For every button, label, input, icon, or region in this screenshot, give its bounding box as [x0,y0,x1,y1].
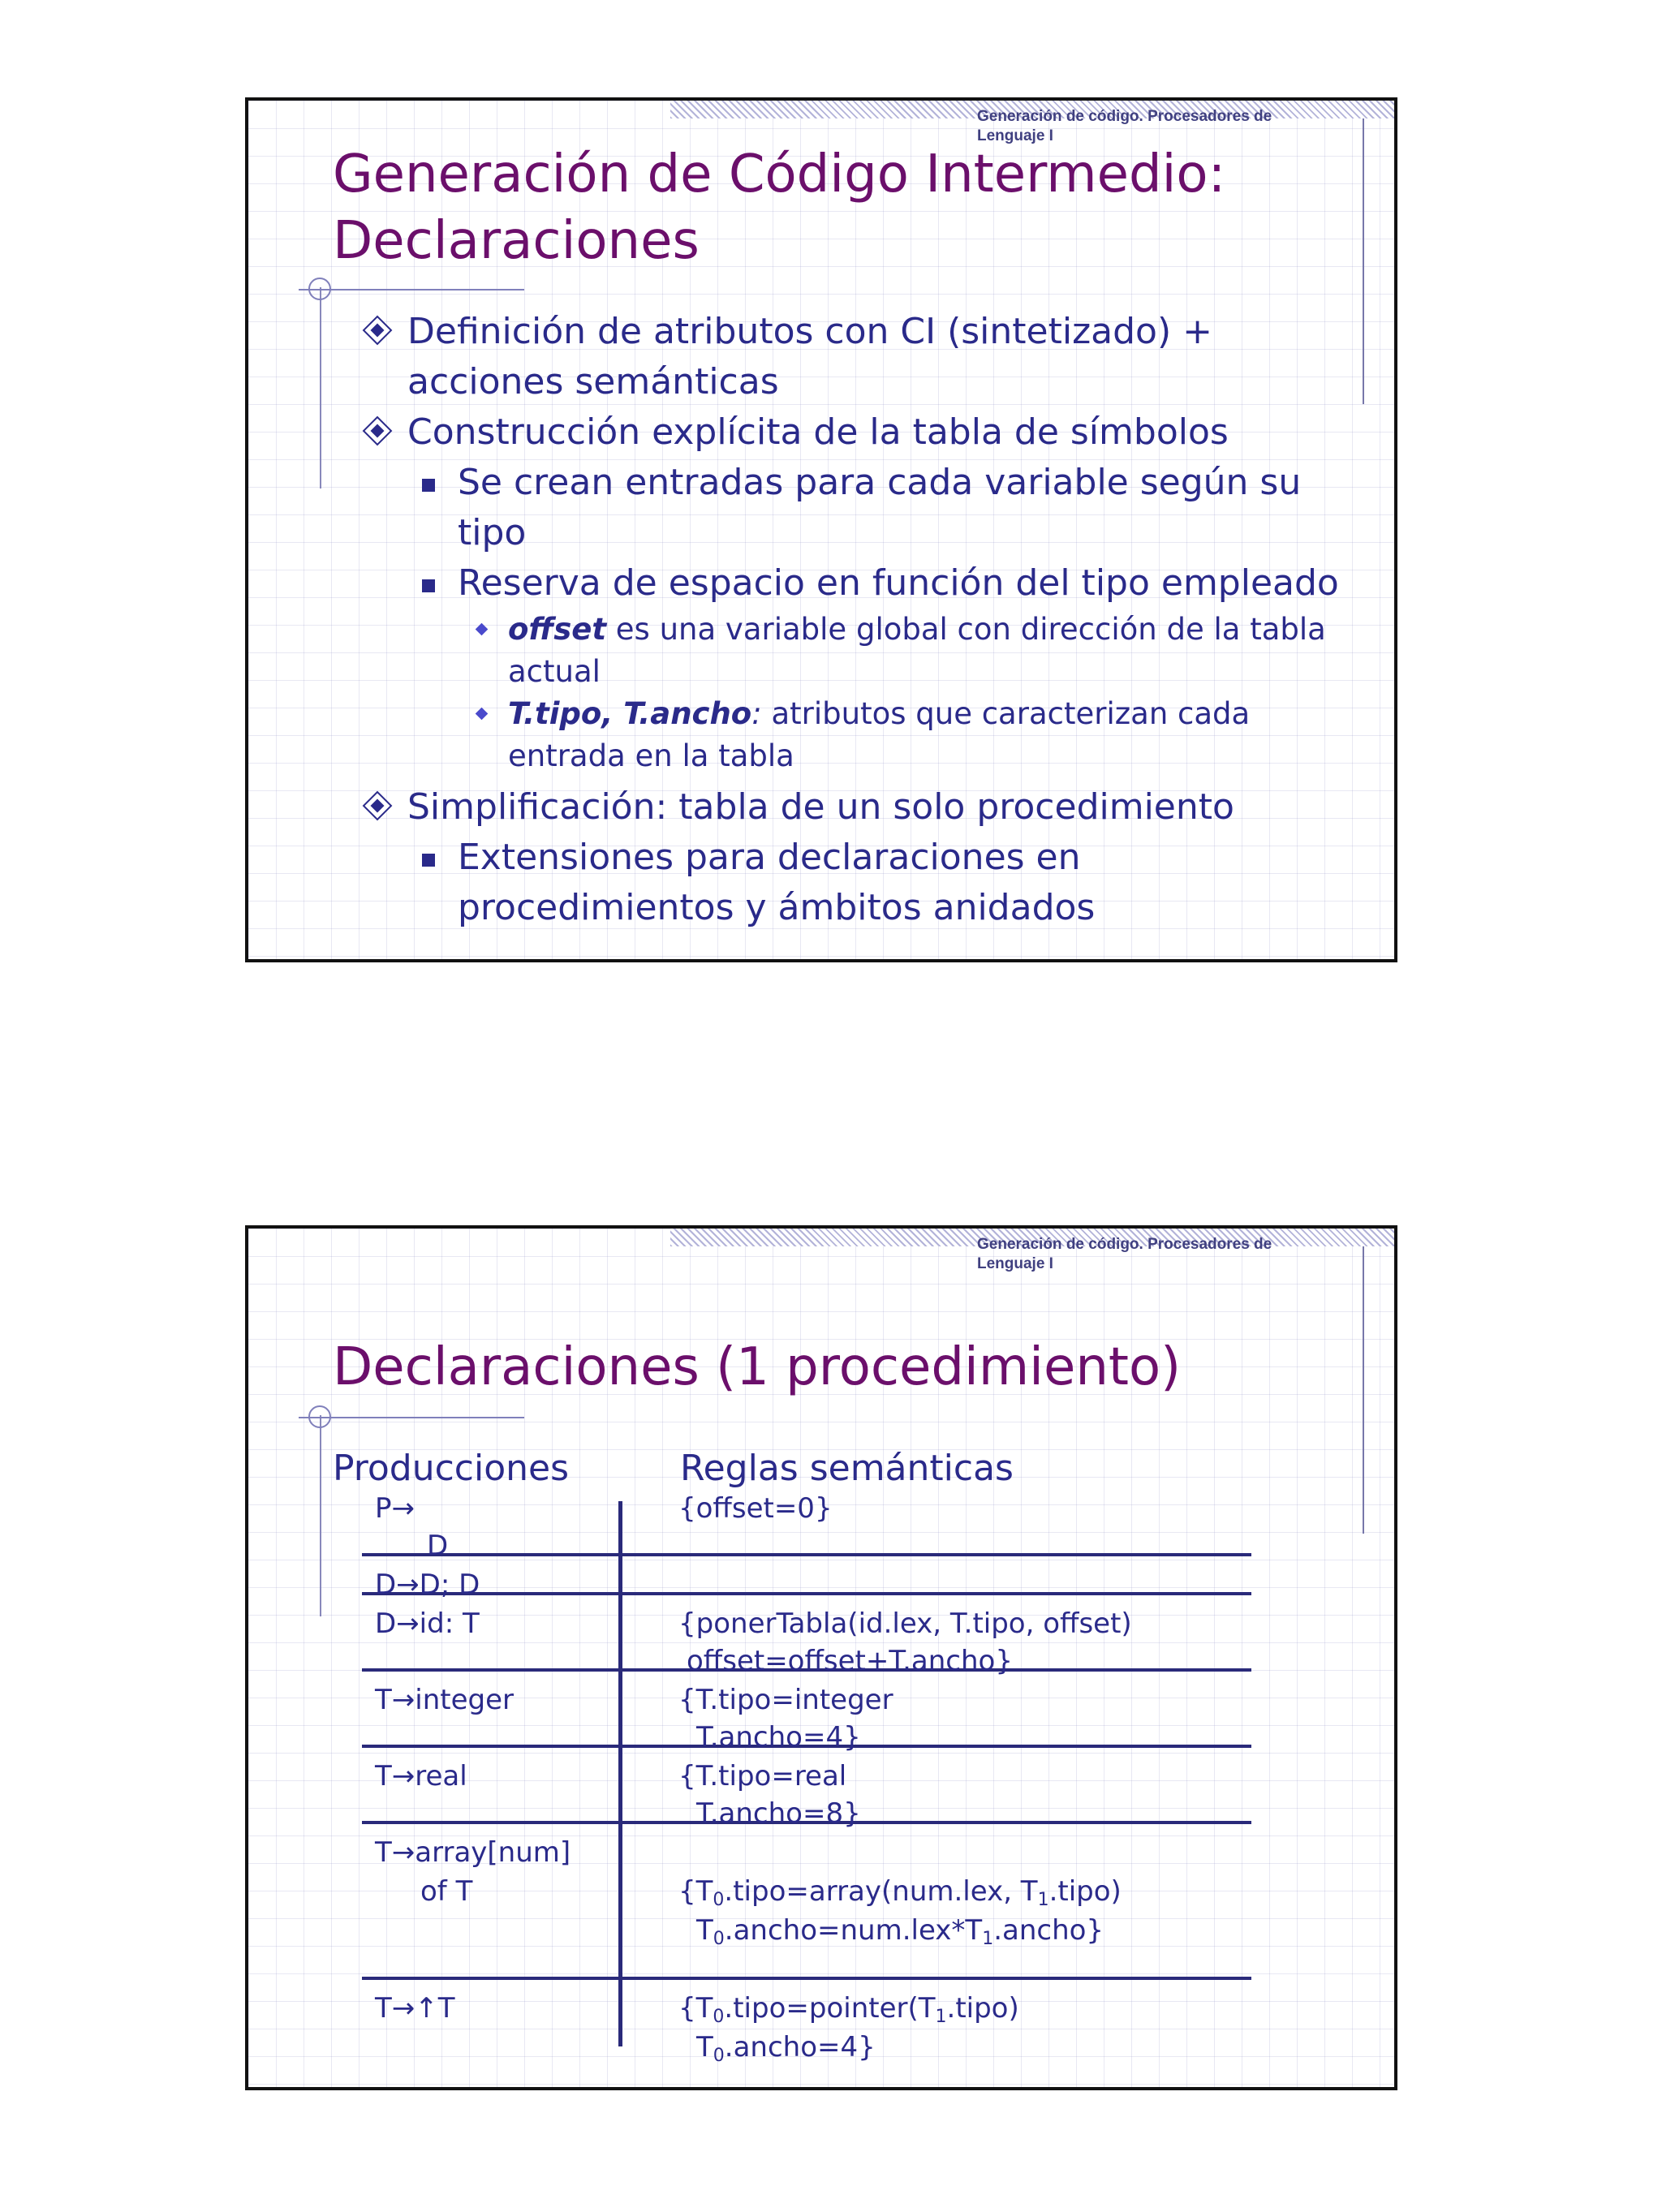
term-tipo-ancho: T.tipo, T.ancho [508,696,752,731]
production-cell: T→integer [375,1684,514,1716]
rule-cell: {offset=0} [678,1492,833,1525]
bullet-text: Construcción explícita de la tabla de símbolos [407,411,1229,453]
sub-sub-bullet-item [362,693,1368,777]
bullet-text: Definición de atributos con CI (sintetizado) + acciones semánticas [407,311,1212,402]
bullet-list [362,307,1368,933]
rule-cell: {ponerTabla(id.lex, T.tipo, offset) [678,1607,1132,1640]
grammar-table [248,1229,1394,2087]
production-cell: D→D; D [375,1569,480,1601]
production-cell: T→real [375,1760,467,1792]
square-bullet-icon [422,479,435,492]
table-column-divider [618,1501,622,2046]
left-rule-line [320,287,321,488]
small-diamond-bullet-icon [476,623,489,636]
sub-sub-bullet-item [362,609,1368,693]
rule-cell: T.ancho=8} [696,1797,861,1830]
term-offset: offset [508,612,607,647]
slide-title: Generación de Código Intermedio: Declaraciones [333,144,1226,271]
square-bullet-icon [422,579,435,592]
slide-title: Declaraciones (1 procedimiento) [333,1337,1182,1397]
bullet-text: Extensiones para declaraciones en procedimientos y ámbitos anidados [458,837,1096,928]
header-label: Generación de código. Procesadores de Lenguaje I [977,1236,1272,1272]
term-colon: : [751,696,762,731]
sub-bullet-item [362,558,1368,609]
title-underline [299,289,524,290]
rule-cell: {$T_0.tipo=array(num.lex$, $T_1.tipo$) [678,1875,1122,1910]
rule-cell: {T.tipo=real [678,1760,847,1792]
square-bullet-icon [422,854,435,867]
production-cell: P→ [375,1492,415,1525]
sub-bullet-item [362,833,1368,933]
production-cell: T→↑T [375,1992,455,2025]
table-row-divider [362,1553,1251,1556]
slide-2 [245,1225,1397,2090]
bullet-text: Simplificación: tabla de un solo procedimiento [407,786,1234,828]
bullet-text: atributos que caracterizan cada entrada en la tabla [508,696,1251,773]
table-row-divider [362,1592,1251,1595]
crosshair-circle-decoration [308,278,331,300]
table-row-divider [362,1977,1251,1980]
rule-cell: {T.tipo=integer [678,1684,893,1716]
diamond-bullet-icon [363,316,393,346]
production-cell: of T [420,1875,473,1908]
column-header-reglas: Reglas semánticas [680,1448,1014,1489]
small-diamond-bullet-icon [476,708,489,721]
rule-cell: T.ancho=4} [696,1721,861,1754]
bullet-text: Se crean entradas para cada variable según su tipo [458,462,1302,553]
bullet-item [362,307,1368,407]
rule-cell: {$T_0.tipo=pointer(T_1.tipo)$ [678,1992,1019,2027]
slide-1 [245,97,1397,962]
bullet-item [362,407,1368,458]
rule-cell: $T_0.ancho=4$} [696,2031,876,2066]
bullet-text: es una variable global con dirección de la tabla actual [508,612,1326,689]
production-cell: D→id: T [375,1607,480,1640]
rule-cell: offset=offset+T.ancho} [687,1645,1013,1677]
header-label: Generación de código. Procesadores de Lenguaje I [977,108,1272,144]
production-cell: T→array[num] [375,1836,571,1869]
column-header-producciones: Producciones [333,1448,570,1489]
bullet-text: Reserva de espacio en función del tipo empleado [458,562,1339,604]
diamond-bullet-icon [363,791,393,821]
rule-cell: $T_0.ancho=num.lex*T_1.ancho$} [696,1914,1104,1949]
bullet-item [362,782,1368,833]
sub-bullet-item [362,458,1368,558]
production-cell: D [427,1530,449,1562]
diamond-bullet-icon [363,416,393,446]
